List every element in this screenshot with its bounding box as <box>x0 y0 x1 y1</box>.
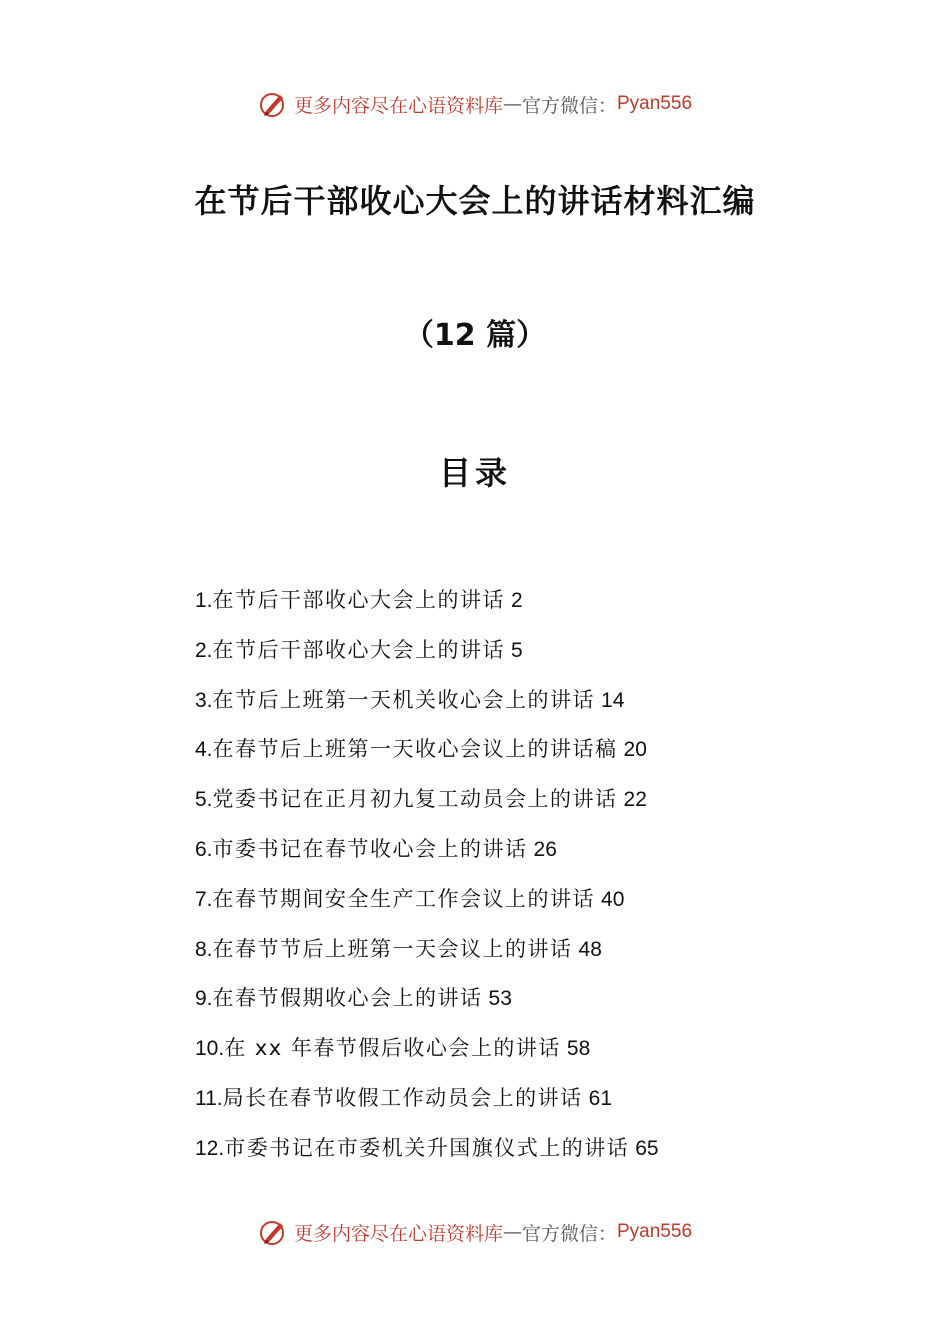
toc-item-number: 6. <box>195 837 213 861</box>
watermark-main-text: 更多内容尽在心语资料库 <box>293 94 503 117</box>
toc-item-page: 14 <box>601 688 625 712</box>
pen-logo-icon <box>258 89 288 119</box>
toc-item-text: 在春节后上班第一天收心会议上的讲话稿 <box>212 737 618 762</box>
toc-item-number: 12. <box>195 1136 225 1160</box>
toc-item-number: 10. <box>195 1037 225 1061</box>
toc-item-page: 53 <box>488 987 512 1011</box>
toc-item[interactable] <box>195 831 895 881</box>
toc-item-text: 在春节期间安全生产工作会议上的讲话 <box>212 886 596 911</box>
toc-item-number: 2. <box>195 638 213 662</box>
toc-heading: 目录 <box>438 454 511 492</box>
toc-item-text: 局长在春节收假工作动员会上的讲话 <box>222 1085 583 1110</box>
toc-item-text: 市委书记在春节收心会上的讲话 <box>212 836 528 861</box>
watermark-main-text: 更多内容尽在心语资料库 <box>293 1222 503 1245</box>
footer-watermark <box>0 1212 950 1252</box>
toc-item-page: 22 <box>623 788 647 812</box>
toc-item-text: 在春节节后上班第一天会议上的讲话 <box>212 936 573 961</box>
toc-item-text: 在节后干部收心大会上的讲话 <box>212 637 506 662</box>
toc-item-number: 3. <box>195 688 213 712</box>
watermark-sub-text: 官方微信： <box>521 94 617 117</box>
table-of-contents <box>195 582 895 1180</box>
toc-item-number: 7. <box>195 887 213 911</box>
toc-item-text: 在 xx 年春节假后收心会上的讲话 <box>224 1036 561 1061</box>
toc-item[interactable] <box>195 881 895 931</box>
toc-item-number: 4. <box>195 738 213 762</box>
toc-item-number: 8. <box>195 937 213 961</box>
toc-item[interactable] <box>195 632 895 682</box>
toc-item-number: 9. <box>195 987 213 1011</box>
toc-item[interactable] <box>195 931 895 981</box>
toc-item-text: 在春节假期收心会上的讲话 <box>212 986 483 1011</box>
toc-item-page: 20 <box>623 738 647 762</box>
watermark-dash: — <box>502 1221 522 1243</box>
toc-item-page: 5 <box>511 638 523 662</box>
toc-item-page: 61 <box>588 1086 612 1110</box>
toc-item-number: 11. <box>195 1086 223 1110</box>
toc-item[interactable] <box>195 1030 895 1080</box>
toc-item-page: 48 <box>578 937 602 961</box>
toc-item-text: 党委书记在正月初九复工动员会上的讲话 <box>212 787 618 812</box>
toc-item[interactable] <box>195 682 895 732</box>
pen-logo-icon <box>258 1217 288 1247</box>
watermark-sub-text: 官方微信： <box>521 1222 617 1245</box>
toc-item[interactable] <box>195 1080 895 1130</box>
toc-item-number: 1. <box>195 589 213 612</box>
toc-item[interactable] <box>195 1130 895 1180</box>
header-watermark <box>0 84 950 124</box>
toc-item-number: 5. <box>195 788 213 812</box>
toc-item-text: 在节后干部收心大会上的讲话 <box>212 588 506 612</box>
document-title: 在节后干部收心大会上的讲话材料汇编 <box>194 182 756 220</box>
toc-item-page: 65 <box>635 1136 659 1160</box>
toc-item-page: 58 <box>566 1037 591 1061</box>
watermark-id: Pyan556 <box>617 1221 693 1242</box>
toc-item-text: 市委书记在市委机关升国旗仪式上的讲话 <box>224 1135 630 1160</box>
toc-item-page: 2 <box>511 589 523 612</box>
toc-item[interactable] <box>195 582 895 632</box>
watermark-dash: — <box>502 93 522 115</box>
toc-item[interactable] <box>195 980 895 1030</box>
toc-item[interactable] <box>195 781 895 831</box>
toc-item-page: 26 <box>533 837 557 861</box>
toc-item-text: 在节后上班第一天机关收心会上的讲话 <box>212 687 596 712</box>
toc-item-page: 40 <box>601 887 625 911</box>
article-count: （12 篇） <box>403 318 547 353</box>
watermark-id: Pyan556 <box>617 93 693 114</box>
toc-item[interactable] <box>195 731 895 781</box>
